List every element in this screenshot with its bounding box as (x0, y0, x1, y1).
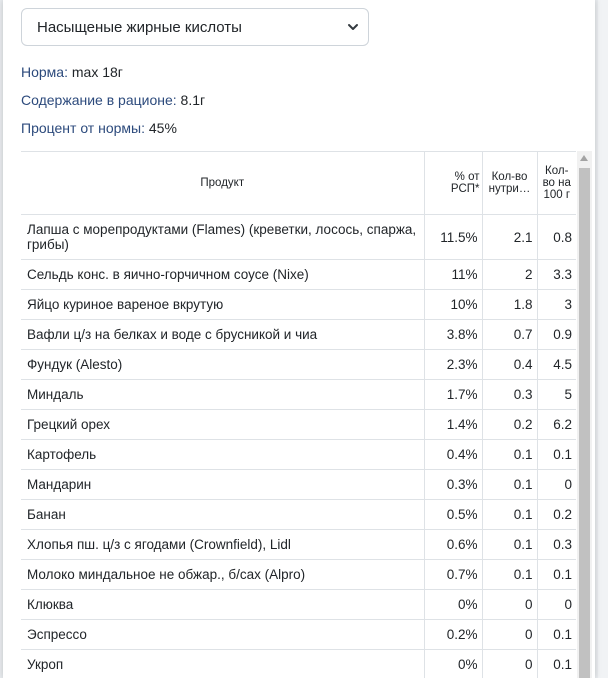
amount-cell: 0.7 (482, 320, 537, 350)
table-row[interactable] (21, 500, 576, 530)
table-row[interactable] (21, 320, 576, 350)
percent-cell: 0.4% (424, 440, 482, 470)
product-name-cell: Укроп (21, 650, 424, 678)
percent-cell: 3.8% (424, 320, 482, 350)
percent-cell: 10% (424, 290, 482, 320)
table-row[interactable] (21, 620, 576, 650)
table-row[interactable] (21, 350, 576, 380)
column-header-percent[interactable]: % от РСП* (424, 152, 482, 215)
per100-cell: 0.1 (537, 560, 576, 590)
amount-cell: 0 (482, 650, 537, 678)
percent-cell: 2.3% (424, 350, 482, 380)
amount-cell: 0.1 (482, 500, 537, 530)
per100-cell: 0.3 (537, 530, 576, 560)
percent-value: 45% (148, 120, 177, 136)
table-header-row (21, 152, 576, 215)
percent-cell: 0.5% (424, 500, 482, 530)
per100-cell: 0.1 (537, 620, 576, 650)
percent-cell: 11% (424, 260, 482, 290)
table-row[interactable] (21, 380, 576, 410)
norm-line (21, 64, 123, 80)
per100-cell: 0.9 (537, 320, 576, 350)
per100-cell: 0 (537, 590, 576, 620)
scroll-up-arrow-icon[interactable] (580, 155, 588, 161)
amount-cell: 0.1 (482, 560, 537, 590)
amount-cell: 0 (482, 620, 537, 650)
amount-cell: 0.1 (482, 470, 537, 500)
product-name-cell: Клюква (21, 590, 424, 620)
chevron-down-icon (346, 20, 360, 34)
per100-cell: 3 (537, 290, 576, 320)
per100-cell: 0 (537, 470, 576, 500)
percent-cell: 1.4% (424, 410, 482, 440)
table-row[interactable] (21, 560, 576, 590)
product-name-cell: Молоко миндальное не обжар., б/сах (Alpro) (21, 560, 424, 590)
per100-cell: 0.8 (537, 215, 576, 260)
amount-cell: 2 (482, 260, 537, 290)
norm-label: Норма: (21, 64, 68, 80)
table-row[interactable] (21, 215, 576, 260)
column-header-product[interactable]: Продукт (21, 152, 424, 215)
product-name-cell: Мандарин (21, 470, 424, 500)
per100-cell: 3.3 (537, 260, 576, 290)
column-header-amount[interactable]: Кол-во нутри… (482, 152, 537, 215)
table-row[interactable] (21, 290, 576, 320)
product-name-cell: Вафли ц/з на белках и воде с брусникой и чиа (21, 320, 424, 350)
nutrient-select[interactable] (21, 8, 369, 46)
table-row[interactable] (21, 260, 576, 290)
content-value: 8.1г (180, 92, 206, 108)
percent-cell: 11.5% (424, 215, 482, 260)
amount-cell: 0.4 (482, 350, 537, 380)
per100-cell: 0.1 (537, 440, 576, 470)
percent-cell: 0% (424, 650, 482, 678)
percent-cell: 0.6% (424, 530, 482, 560)
product-name-cell: Эспрессо (21, 620, 424, 650)
table-scrollbar[interactable] (577, 151, 592, 678)
products-table (21, 151, 576, 678)
product-name-cell: Фундук (Alesto) (21, 350, 424, 380)
norm-value: max 18г (71, 64, 123, 80)
scrollbar-thumb[interactable] (579, 168, 590, 678)
nutrient-select-value: Насыщеные жирные кислоты (37, 18, 242, 36)
content-line (21, 92, 205, 108)
table-row[interactable] (21, 590, 576, 620)
table-row[interactable] (21, 470, 576, 500)
product-name-cell: Сельдь конс. в яично-горчичном соусе (Nixe) (21, 260, 424, 290)
percent-label: Процент от нормы: (21, 120, 145, 136)
percent-cell: 0.3% (424, 470, 482, 500)
amount-cell: 0.2 (482, 410, 537, 440)
amount-cell: 0.1 (482, 530, 537, 560)
percent-cell: 0.7% (424, 560, 482, 590)
per100-cell: 6.2 (537, 410, 576, 440)
table-row[interactable] (21, 410, 576, 440)
products-table-container (21, 151, 576, 678)
amount-cell: 0 (482, 590, 537, 620)
nutrient-panel (3, 0, 595, 678)
percent-cell: 0.2% (424, 620, 482, 650)
product-name-cell: Миндаль (21, 380, 424, 410)
amount-cell: 2.1 (482, 215, 537, 260)
percent-line (21, 120, 177, 136)
product-name-cell: Яйцо куриное вареное вкрутую (21, 290, 424, 320)
column-header-per100[interactable]: Кол-во на 100 г (537, 152, 576, 215)
table-row[interactable] (21, 650, 576, 678)
product-name-cell: Хлопья пш. ц/з с ягодами (Crownfield), Lidl (21, 530, 424, 560)
background-edge (598, 0, 608, 678)
amount-cell: 0.3 (482, 380, 537, 410)
per100-cell: 4.5 (537, 350, 576, 380)
content-label: Содержание в рационе: (21, 92, 177, 108)
percent-cell: 1.7% (424, 380, 482, 410)
amount-cell: 0.1 (482, 440, 537, 470)
table-row[interactable] (21, 530, 576, 560)
product-name-cell: Грецкий орех (21, 410, 424, 440)
product-name-cell: Картофель (21, 440, 424, 470)
amount-cell: 1.8 (482, 290, 537, 320)
percent-cell: 0% (424, 590, 482, 620)
table-row[interactable] (21, 440, 576, 470)
per100-cell: 5 (537, 380, 576, 410)
per100-cell: 0.2 (537, 500, 576, 530)
product-name-cell: Банан (21, 500, 424, 530)
per100-cell: 0.1 (537, 650, 576, 678)
product-name-cell: Лапша с морепродуктами (Flames) (креветки, лосось, спаржа, грибы) (21, 215, 424, 260)
